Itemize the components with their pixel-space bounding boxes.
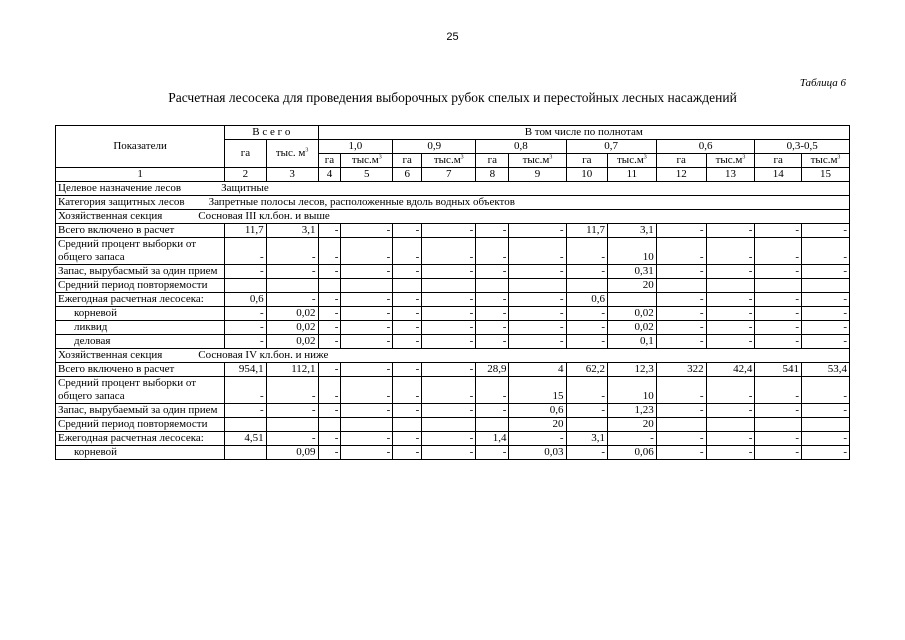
table-cell: 0,02 bbox=[608, 307, 657, 321]
table-cell: - bbox=[422, 293, 476, 307]
column-number: 12 bbox=[656, 168, 706, 182]
table-cell: - bbox=[318, 404, 341, 418]
table-cell bbox=[341, 418, 393, 432]
table-cell: - bbox=[393, 446, 422, 460]
table-cell: 112,1 bbox=[266, 363, 318, 377]
table-cell bbox=[608, 293, 657, 307]
table-cell: 12,3 bbox=[608, 363, 657, 377]
table-cell bbox=[266, 279, 318, 293]
column-number: 6 bbox=[393, 168, 422, 182]
table-row bbox=[56, 404, 850, 418]
table-cell: - bbox=[266, 238, 318, 265]
table-cell: - bbox=[566, 321, 608, 335]
header-unit-m3: $тыс.м^3$ bbox=[422, 154, 476, 168]
table-cell: - bbox=[755, 321, 802, 335]
table-cell: - bbox=[755, 238, 802, 265]
table-cell: 0,02 bbox=[266, 307, 318, 321]
table-cell: - bbox=[393, 293, 422, 307]
table-cell bbox=[393, 279, 422, 293]
table-cell: - bbox=[755, 377, 802, 404]
table-cell: - bbox=[802, 404, 850, 418]
table-cell bbox=[225, 446, 267, 460]
table-row bbox=[56, 363, 850, 377]
table-row bbox=[56, 418, 850, 432]
table-cell: 0,02 bbox=[266, 335, 318, 349]
table-cell: - bbox=[393, 363, 422, 377]
table-cell: 0,6 bbox=[225, 293, 267, 307]
table-cell: - bbox=[566, 404, 608, 418]
table-cell bbox=[341, 279, 393, 293]
table-cell: - bbox=[266, 432, 318, 446]
table-cell: - bbox=[393, 404, 422, 418]
table-cell: - bbox=[706, 238, 755, 265]
table-cell: 3,1 bbox=[566, 432, 608, 446]
table-cell: - bbox=[509, 432, 566, 446]
table-cell: - bbox=[266, 404, 318, 418]
table-cell: - bbox=[341, 404, 393, 418]
row-label: деловая bbox=[56, 335, 225, 349]
table-cell: - bbox=[706, 335, 755, 349]
table-cell: - bbox=[656, 238, 706, 265]
header-total-ha: га bbox=[225, 140, 267, 168]
table-cell bbox=[509, 279, 566, 293]
table-cell: - bbox=[706, 446, 755, 460]
table-cell: 11,7 bbox=[225, 224, 267, 238]
table-cell: - bbox=[802, 307, 850, 321]
table-cell: 62,2 bbox=[566, 363, 608, 377]
page-number: 25 bbox=[446, 31, 459, 43]
header-unit-ha: га bbox=[566, 154, 608, 168]
table-row bbox=[56, 377, 850, 404]
table-cell: - bbox=[802, 293, 850, 307]
table-cell: - bbox=[509, 265, 566, 279]
table-row bbox=[56, 224, 850, 238]
table-cell: - bbox=[656, 293, 706, 307]
table-cell: - bbox=[566, 377, 608, 404]
table-cell bbox=[318, 279, 341, 293]
table-cell: 0,1 bbox=[608, 335, 657, 349]
table-cell: - bbox=[755, 404, 802, 418]
table-cell: 0,02 bbox=[608, 321, 657, 335]
column-number: 7 bbox=[422, 168, 476, 182]
table-cell: - bbox=[476, 224, 509, 238]
table-cell: 28,9 bbox=[476, 363, 509, 377]
table-cell bbox=[225, 279, 267, 293]
table-cell: - bbox=[509, 335, 566, 349]
table-row bbox=[56, 321, 850, 335]
table-cell: - bbox=[318, 377, 341, 404]
table-cell: 541 bbox=[755, 363, 802, 377]
table-cell: - bbox=[422, 224, 476, 238]
table-cell: - bbox=[476, 265, 509, 279]
table-cell: - bbox=[802, 335, 850, 349]
table-cell: 10 bbox=[608, 377, 657, 404]
section2-value: Сосновая IV кл.бон. и ниже bbox=[198, 349, 329, 361]
table-cell: - bbox=[422, 377, 476, 404]
column-number: 4 bbox=[318, 168, 341, 182]
table-cell: - bbox=[422, 432, 476, 446]
purpose-row bbox=[56, 182, 850, 196]
category-label: Категория защитных лесов bbox=[58, 196, 185, 208]
table-cell: 4,51 bbox=[225, 432, 267, 446]
table-cell: - bbox=[422, 404, 476, 418]
header-by-density: В том числе по полнотам bbox=[318, 126, 849, 140]
table-cell bbox=[393, 418, 422, 432]
table-row bbox=[56, 265, 850, 279]
table-cell: - bbox=[393, 238, 422, 265]
table-cell: - bbox=[509, 238, 566, 265]
table-cell bbox=[566, 279, 608, 293]
section2-label: Хозяйственная секция bbox=[58, 349, 163, 361]
table-cell: - bbox=[656, 307, 706, 321]
table-cell: 11,7 bbox=[566, 224, 608, 238]
section2-row bbox=[56, 349, 850, 363]
table-cell: - bbox=[341, 377, 393, 404]
row-label: Средний процент выборки от общего запаса bbox=[56, 238, 225, 265]
table-cell: - bbox=[706, 307, 755, 321]
table-cell: - bbox=[266, 265, 318, 279]
header-unit-m3: $тыс.м^3$ bbox=[706, 154, 755, 168]
table-cell: - bbox=[341, 238, 393, 265]
section1-label: Хозяйственная секция bbox=[58, 210, 163, 222]
header-total-m3: тыс. $м^3$ bbox=[266, 140, 318, 168]
table-cell: 954,1 bbox=[225, 363, 267, 377]
table-cell bbox=[755, 418, 802, 432]
table-cell: - bbox=[422, 265, 476, 279]
table-cell: 10 bbox=[608, 238, 657, 265]
table-cell: - bbox=[656, 335, 706, 349]
row-label: Запас, вырубасмый за один прием bbox=[56, 265, 225, 279]
table-cell: - bbox=[341, 293, 393, 307]
header-indicators: Показатели bbox=[56, 126, 225, 168]
table-cell: - bbox=[225, 404, 267, 418]
header-total: В с е г о bbox=[225, 126, 318, 140]
table-cell: - bbox=[318, 321, 341, 335]
table-cell bbox=[476, 279, 509, 293]
table-cell: - bbox=[802, 265, 850, 279]
table-cell bbox=[802, 279, 850, 293]
table-cell: - bbox=[476, 335, 509, 349]
table-cell: 3,1 bbox=[266, 224, 318, 238]
header-unit-ha: га bbox=[393, 154, 422, 168]
row-label: корневой bbox=[56, 446, 225, 460]
table-cell: - bbox=[393, 307, 422, 321]
table-cell: - bbox=[802, 446, 850, 460]
table-cell: - bbox=[566, 446, 608, 460]
table-cell: - bbox=[706, 377, 755, 404]
header-unit-ha: га bbox=[476, 154, 509, 168]
column-number: 15 bbox=[802, 168, 850, 182]
table-cell: - bbox=[509, 293, 566, 307]
table-row bbox=[56, 432, 850, 446]
table-cell: - bbox=[706, 293, 755, 307]
table-cell: - bbox=[341, 265, 393, 279]
table-cell: - bbox=[509, 307, 566, 321]
table-cell: - bbox=[656, 432, 706, 446]
table-cell bbox=[706, 418, 755, 432]
table-cell: - bbox=[318, 293, 341, 307]
column-number: 1 bbox=[56, 168, 225, 182]
table-cell: 0,09 bbox=[266, 446, 318, 460]
table-cell: 15 bbox=[509, 377, 566, 404]
header-density-5: 0,6 bbox=[656, 140, 755, 154]
header-density-3: 0,8 bbox=[476, 140, 566, 154]
category-row bbox=[56, 196, 850, 210]
table-cell: 20 bbox=[608, 279, 657, 293]
table-cell: - bbox=[341, 307, 393, 321]
row-label: Запас, вырубаемый за один прием bbox=[56, 404, 225, 418]
table-cell: - bbox=[802, 321, 850, 335]
column-number: 10 bbox=[566, 168, 608, 182]
row-label: Средний период повторяемости bbox=[56, 418, 225, 432]
table-cell: - bbox=[656, 404, 706, 418]
table-cell: - bbox=[802, 432, 850, 446]
table-cell bbox=[422, 418, 476, 432]
table-cell: - bbox=[341, 224, 393, 238]
table-cell: - bbox=[225, 377, 267, 404]
header-row-1 bbox=[56, 126, 850, 140]
table-cell: - bbox=[476, 404, 509, 418]
purpose-label: Целевое назначение лесов bbox=[58, 182, 182, 194]
table-cell: - bbox=[476, 321, 509, 335]
table-cell: 0,31 bbox=[608, 265, 657, 279]
table-cell: - bbox=[318, 335, 341, 349]
table-cell: 4 bbox=[509, 363, 566, 377]
table-cell: - bbox=[706, 224, 755, 238]
header-unit-m3: $тыс.м^3$ bbox=[608, 154, 657, 168]
header-unit-m3: $тыс.м^3$ bbox=[341, 154, 393, 168]
table-cell: - bbox=[318, 307, 341, 321]
column-number: 8 bbox=[476, 168, 509, 182]
table-cell: - bbox=[476, 293, 509, 307]
table-cell: - bbox=[706, 265, 755, 279]
table-cell: - bbox=[341, 321, 393, 335]
table-row bbox=[56, 307, 850, 321]
table-cell: - bbox=[802, 377, 850, 404]
table-cell: - bbox=[706, 432, 755, 446]
table-cell: - bbox=[393, 432, 422, 446]
header-unit-ha: га bbox=[318, 154, 341, 168]
table-cell: - bbox=[566, 265, 608, 279]
table-cell bbox=[656, 418, 706, 432]
table-cell bbox=[706, 279, 755, 293]
table-cell: - bbox=[755, 335, 802, 349]
section1-value: Сосновая III кл.бон. и выше bbox=[198, 210, 330, 222]
table-cell: - bbox=[755, 446, 802, 460]
table-cell: 1,4 bbox=[476, 432, 509, 446]
table-row bbox=[56, 293, 850, 307]
table-cell: - bbox=[422, 238, 476, 265]
header-unit-ha: га bbox=[656, 154, 706, 168]
table-cell: - bbox=[608, 432, 657, 446]
table-cell: 0,06 bbox=[608, 446, 657, 460]
row-label: Ежегодная расчетная лесосека: bbox=[56, 293, 225, 307]
row-label: корневой bbox=[56, 307, 225, 321]
table-row bbox=[56, 279, 850, 293]
table-label: Таблица 6 bbox=[799, 77, 846, 89]
table-cell: - bbox=[225, 321, 267, 335]
table-cell: - bbox=[318, 446, 341, 460]
row-label: ликвид bbox=[56, 321, 225, 335]
table-cell: 1,23 bbox=[608, 404, 657, 418]
table-cell bbox=[422, 279, 476, 293]
table-cell bbox=[225, 418, 267, 432]
table-cell: - bbox=[509, 224, 566, 238]
column-numbers-row bbox=[56, 168, 850, 182]
row-label: Средний процент выборки от общего запаса bbox=[56, 377, 225, 404]
table-cell: 3,1 bbox=[608, 224, 657, 238]
table-title: Расчетная лесосека для проведения выборочных рубок спелых и перестойных лесных насаждений bbox=[168, 90, 737, 105]
column-number: 2 bbox=[225, 168, 267, 182]
table-cell bbox=[318, 418, 341, 432]
table-cell: - bbox=[422, 307, 476, 321]
column-number: 5 bbox=[341, 168, 393, 182]
table-cell: - bbox=[706, 404, 755, 418]
forest-cutting-table bbox=[55, 125, 850, 460]
table-cell: - bbox=[656, 377, 706, 404]
table-cell: - bbox=[318, 238, 341, 265]
table-cell: - bbox=[566, 335, 608, 349]
table-cell: - bbox=[266, 293, 318, 307]
category-value: Запретные полосы лесов, расположенные вдоль водных объектов bbox=[208, 196, 515, 208]
table-cell: - bbox=[755, 224, 802, 238]
section1-row bbox=[56, 210, 850, 224]
column-number: 11 bbox=[608, 168, 657, 182]
table-row bbox=[56, 238, 850, 265]
table-cell: - bbox=[225, 238, 267, 265]
table-cell: - bbox=[393, 321, 422, 335]
table-cell: - bbox=[566, 307, 608, 321]
table-cell: 0,03 bbox=[509, 446, 566, 460]
table-cell: 322 bbox=[656, 363, 706, 377]
table-cell bbox=[755, 279, 802, 293]
table-cell: - bbox=[225, 335, 267, 349]
table-cell: - bbox=[755, 307, 802, 321]
row-label: Средний период повторяемости bbox=[56, 279, 225, 293]
table-cell: 0,6 bbox=[566, 293, 608, 307]
table-cell: - bbox=[755, 432, 802, 446]
table-cell: 0,02 bbox=[266, 321, 318, 335]
header-density-1: 1,0 bbox=[318, 140, 393, 154]
column-number: 9 bbox=[509, 168, 566, 182]
table-cell: 20 bbox=[608, 418, 657, 432]
table-cell: 20 bbox=[509, 418, 566, 432]
table-cell: - bbox=[225, 307, 267, 321]
column-number: 3 bbox=[266, 168, 318, 182]
table-cell: 53,4 bbox=[802, 363, 850, 377]
table-cell: - bbox=[476, 238, 509, 265]
table-cell: - bbox=[341, 335, 393, 349]
table-cell: - bbox=[225, 265, 267, 279]
table-cell: - bbox=[318, 432, 341, 446]
table-cell: - bbox=[393, 224, 422, 238]
table-cell: - bbox=[422, 363, 476, 377]
header-unit-m3: $тыс.м^3$ bbox=[802, 154, 850, 168]
table-cell: - bbox=[755, 293, 802, 307]
table-cell: - bbox=[476, 446, 509, 460]
table-cell: - bbox=[341, 363, 393, 377]
table-cell bbox=[802, 418, 850, 432]
table-cell: - bbox=[656, 224, 706, 238]
table-cell: 42,4 bbox=[706, 363, 755, 377]
table-row bbox=[56, 335, 850, 349]
table-cell bbox=[476, 418, 509, 432]
table-cell: - bbox=[393, 335, 422, 349]
table-cell: - bbox=[318, 265, 341, 279]
table-cell: - bbox=[393, 377, 422, 404]
header-unit-m3: $тыс.м^3$ bbox=[509, 154, 566, 168]
table-cell: - bbox=[802, 238, 850, 265]
table-cell bbox=[566, 418, 608, 432]
table-cell: - bbox=[706, 321, 755, 335]
table-cell: - bbox=[656, 265, 706, 279]
column-number: 14 bbox=[755, 168, 802, 182]
table-cell bbox=[266, 418, 318, 432]
purpose-value: Защитные bbox=[221, 182, 269, 194]
table-cell: - bbox=[476, 307, 509, 321]
row-label: Всего включено в расчет bbox=[56, 224, 225, 238]
table-cell: - bbox=[266, 377, 318, 404]
header-density-4: 0,7 bbox=[566, 140, 656, 154]
header-unit-ha: га bbox=[755, 154, 802, 168]
table-cell: - bbox=[476, 377, 509, 404]
table-cell: - bbox=[656, 321, 706, 335]
header-density-2: 0,9 bbox=[393, 140, 476, 154]
table-cell: - bbox=[566, 238, 608, 265]
table-cell: - bbox=[422, 335, 476, 349]
table-cell: 0,6 bbox=[509, 404, 566, 418]
table-cell: - bbox=[341, 432, 393, 446]
table-cell: - bbox=[318, 224, 341, 238]
table-cell: - bbox=[755, 265, 802, 279]
table-cell: - bbox=[393, 265, 422, 279]
table-row bbox=[56, 446, 850, 460]
table-cell: - bbox=[341, 446, 393, 460]
table-cell: - bbox=[802, 224, 850, 238]
header-density-6: 0,3-0,5 bbox=[755, 140, 850, 154]
table-cell: - bbox=[509, 321, 566, 335]
table-cell: - bbox=[422, 446, 476, 460]
table-cell bbox=[656, 279, 706, 293]
column-number: 13 bbox=[706, 168, 755, 182]
table-cell: - bbox=[318, 363, 341, 377]
row-label: Всего включено в расчет bbox=[56, 363, 225, 377]
table-cell: - bbox=[656, 446, 706, 460]
row-label: Ежегодная расчетная лесосека: bbox=[56, 432, 225, 446]
table-cell: - bbox=[422, 321, 476, 335]
